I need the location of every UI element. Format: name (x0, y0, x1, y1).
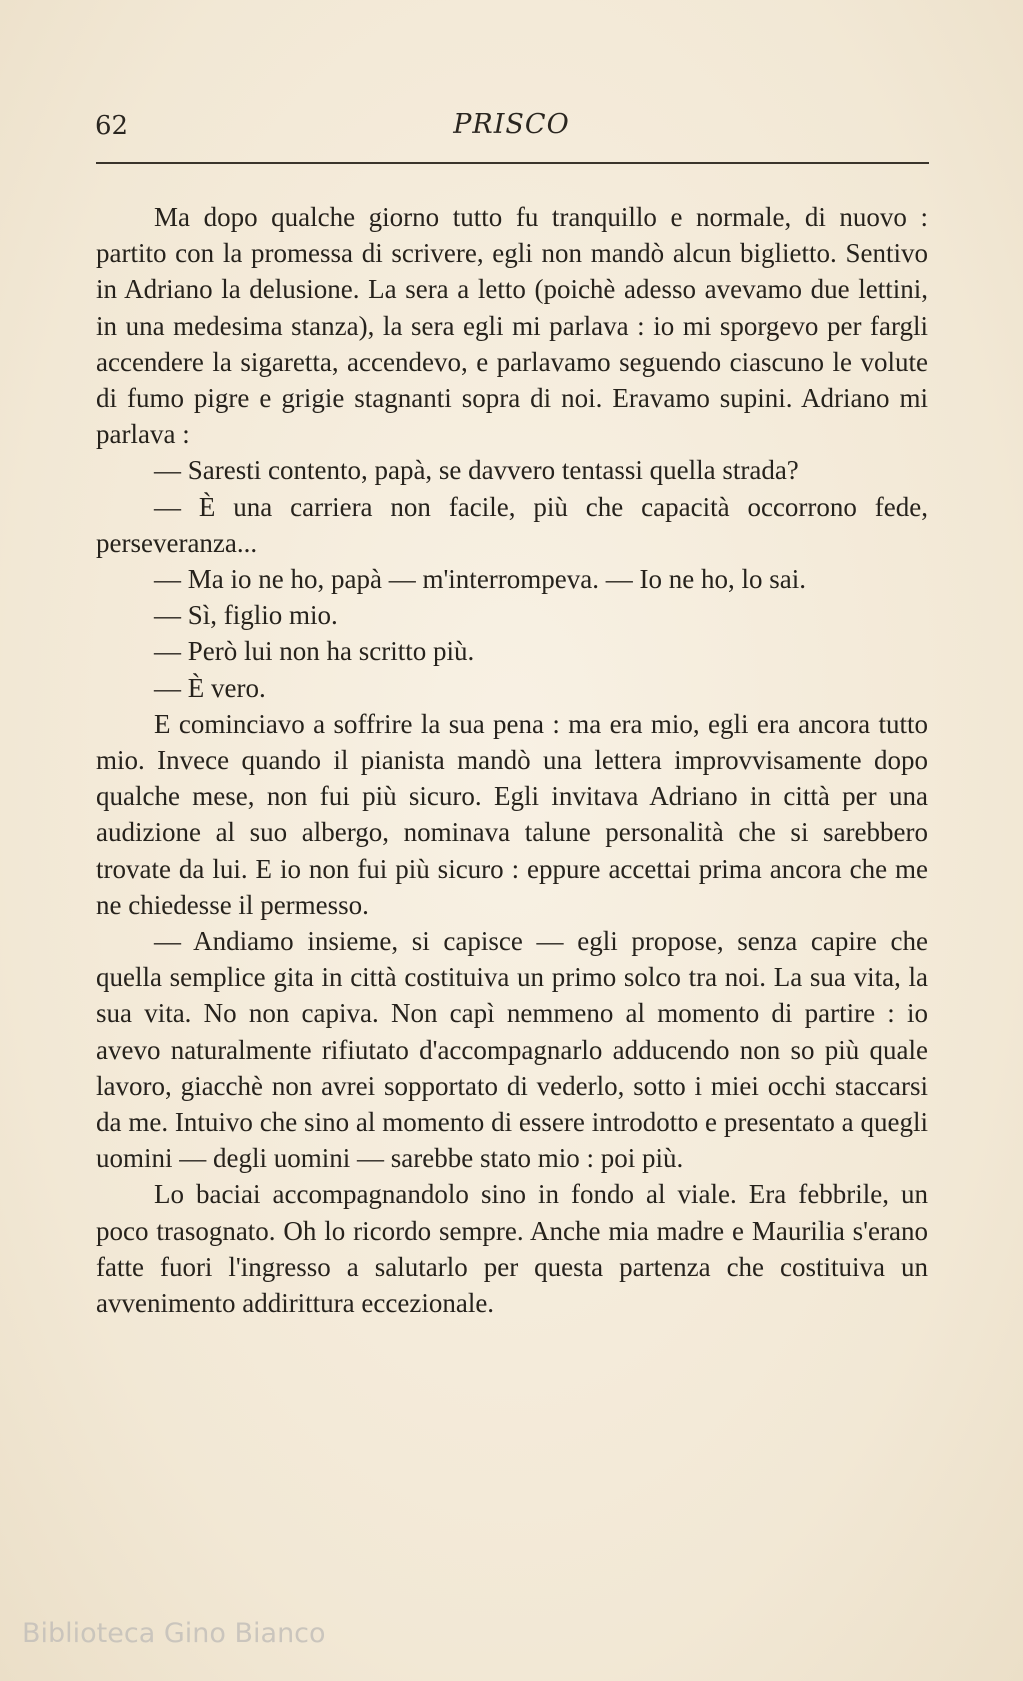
running-title: PRISCO (453, 109, 570, 140)
dialogue-line: — Sì, figlio mio. (154, 600, 338, 631)
dialogue-line: — Però lui non ha scritto più. (154, 636, 475, 667)
body-text (96, 199, 928, 1321)
paragraph: — Andiamo insieme, si capisce — egli propose, senza capire che quella semplice gita in città costituiva un primo solco tra noi. La sua vita, la sua vita. No non capiva. Non capì nemmeno al momento di partire : io avevo naturalmente rifiutato d'accompagnarlo adducendo non so più quale lavoro, giacchè non avrei sopportato di vederlo, sotto i miei occhi staccarsi da me. Intuivo che sino al momento di essere introdotto e presentato a quegli uomini — degli uomini — sarebbe stato mio : poi più. (96, 926, 928, 1174)
library-watermark: Biblioteca Gino Bianco (22, 1618, 326, 1649)
page-number: 62 (95, 111, 129, 141)
dialogue-line: — È una carriera non facile, più che capacità occorrono fede, perseveranza... (96, 491, 928, 558)
paragraph: Ma dopo qualche giorno tutto fu tranquillo e normale, di nuovo : partito con la promessa di scrivere, egli non mandò alcun biglietto. Sentivo in Adriano la delusione. La sera a letto (poichè adesso avevamo due lettini, in una medesima stanza), la sera egli mi parlava : io mi sporgevo per fargli accenderе la sigaretta, accendevo, e parlavamo seguendo ciascuno le volute di fumo pigre e grigie stagnanti sopra di noi. Eravamo supini. Adriano mi parlava : (96, 202, 928, 450)
header-rule (96, 162, 929, 164)
dialogue-line: — Ma io ne ho, papà — m'interrompeva. — Io ne ho, lo sai. (154, 564, 806, 595)
dialogue-line: — Saresti contento, papà, se davvero tentassi quella strada? (154, 455, 799, 486)
paragraph: Lo baciai accompagnandolo sino in fondo al viale. Era febbrile, un poco trasognato. Oh lo ricordo sempre. Anche mia madre e Maurilia s'erano fatte fuori l'ingresso a salutarlo per questa partenza che costituiva un avvenimento addirittura eccezionale. (96, 1179, 928, 1319)
paragraph: E cominciavo a soffrire la sua pena : ma era mio, egli era ancora tutto mio. Invece quando il pianista mandò una lettera improvvisamente dopo qualche mese, non fui più sicuro. Egli invitava Adriano in città per una audizione al suo albergo, nominava talune personalità che si sarebbero trovate da lui. E io non fui più sicuro : eppure accettai prima ancora che me ne chiedesse il permesso. (96, 708, 928, 920)
dialogue-line: — È vero. (154, 672, 266, 703)
